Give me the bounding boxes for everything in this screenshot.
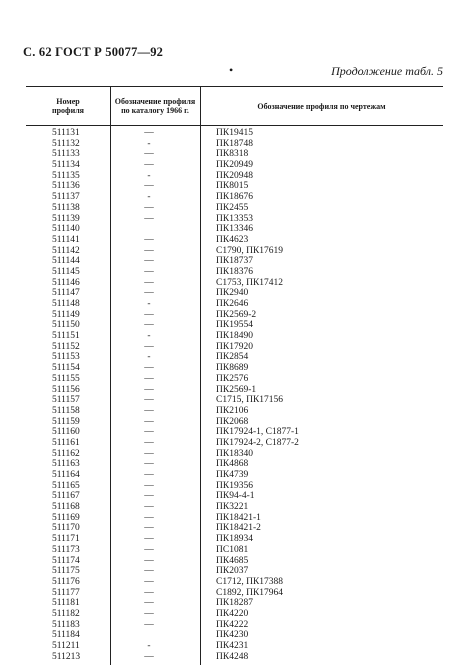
drawing-designation: ПК18376 bbox=[216, 266, 253, 277]
drawing-designation: ПК13346 bbox=[216, 224, 253, 235]
catalog-designation: — bbox=[144, 459, 154, 470]
table-header bbox=[26, 86, 443, 126]
catalog-designation: — bbox=[144, 619, 154, 630]
drawing-designation: ПК2576 bbox=[216, 373, 249, 384]
catalog-designation: — bbox=[144, 651, 154, 662]
bullet-mark: • bbox=[229, 63, 234, 77]
table-row bbox=[26, 203, 443, 214]
drawing-designation: ПК19356 bbox=[216, 480, 253, 491]
drawing-designation: ПК20948 bbox=[216, 170, 253, 181]
catalog-designation: — bbox=[144, 405, 154, 416]
drawing-designation: ПК17924-2, С1877-2 bbox=[216, 437, 299, 448]
table-row bbox=[26, 363, 443, 374]
profile-table bbox=[26, 86, 443, 662]
header-profile-number-label: Номер профиля bbox=[51, 97, 85, 115]
profile-number: 511170 bbox=[52, 523, 80, 534]
catalog-designation: — bbox=[144, 245, 154, 256]
drawing-designation: ПК19415 bbox=[216, 128, 253, 138]
catalog-designation: — bbox=[144, 534, 154, 545]
table-row bbox=[26, 320, 443, 331]
table-row bbox=[26, 534, 443, 545]
catalog-designation: — bbox=[144, 437, 154, 448]
profile-number: 511140 bbox=[52, 224, 80, 235]
profile-number: 511159 bbox=[52, 416, 80, 427]
catalog-designation: — bbox=[144, 341, 154, 352]
catalog-designation: — bbox=[144, 480, 154, 491]
table-row bbox=[26, 299, 443, 310]
drawing-designation: ПК18934 bbox=[216, 534, 253, 545]
profile-number: 511213 bbox=[52, 651, 81, 662]
table-row bbox=[26, 310, 443, 321]
profile-number: 511183 bbox=[52, 619, 80, 630]
profile-number: 511182 bbox=[52, 608, 80, 619]
drawing-designation: ПК8689 bbox=[216, 363, 249, 374]
table-row bbox=[26, 256, 443, 267]
drawing-designation: ПК17924-1, С1877-1 bbox=[216, 427, 299, 438]
table-continuation-caption: Продолжение табл. 5 bbox=[331, 64, 443, 78]
table-row bbox=[26, 395, 443, 406]
table-row bbox=[26, 545, 443, 556]
table-row bbox=[26, 641, 443, 652]
catalog-designation: — bbox=[144, 384, 154, 395]
profile-number: 511211 bbox=[52, 641, 80, 651]
table-row bbox=[26, 128, 443, 139]
table-row bbox=[26, 449, 443, 460]
table-row bbox=[26, 491, 443, 502]
profile-number: 511158 bbox=[52, 405, 80, 416]
profile-number: 511164 bbox=[52, 470, 80, 480]
table-row bbox=[26, 427, 443, 438]
table-row bbox=[26, 139, 443, 150]
drawing-designation: ПК4868 bbox=[216, 459, 249, 470]
drawing-designation: ПК18421-2 bbox=[216, 523, 261, 534]
profile-number: 511137 bbox=[52, 192, 80, 203]
table-row bbox=[26, 481, 443, 492]
drawing-designation: ПК8015 bbox=[216, 181, 249, 192]
drawing-designation: ПК4739 bbox=[216, 470, 249, 480]
catalog-designation: — bbox=[144, 213, 154, 224]
catalog-designation: — bbox=[144, 395, 154, 406]
table-row bbox=[26, 609, 443, 620]
catalog-designation: — bbox=[144, 149, 154, 160]
catalog-designation: — bbox=[144, 128, 154, 138]
profile-number: 511168 bbox=[52, 502, 80, 513]
profile-number: 511135 bbox=[52, 170, 80, 181]
catalog-designation: — bbox=[144, 470, 154, 480]
drawing-designation: ПК3221 bbox=[216, 502, 249, 513]
table-row bbox=[26, 588, 443, 599]
drawing-designation: ПК2854 bbox=[216, 352, 249, 363]
profile-number: 511155 bbox=[52, 373, 80, 384]
table-body bbox=[26, 126, 443, 662]
header-catalog-line2: по каталогу 1966 г. bbox=[121, 106, 189, 115]
catalog-designation: — bbox=[144, 416, 154, 427]
table-row bbox=[26, 214, 443, 225]
drawing-designation: ПК2569-2 bbox=[216, 309, 257, 320]
profile-number: 511145 bbox=[52, 266, 80, 277]
table-row bbox=[26, 470, 443, 481]
catalog-designation: — bbox=[144, 427, 154, 438]
catalog-designation: — bbox=[144, 502, 154, 513]
drawing-designation: ПК4220 bbox=[216, 608, 249, 619]
table-row bbox=[26, 556, 443, 567]
profile-number: 511148 bbox=[52, 299, 80, 309]
catalog-designation: — bbox=[144, 373, 154, 384]
catalog-designation: — bbox=[144, 181, 154, 192]
catalog-designation: — bbox=[144, 555, 154, 566]
drawing-designation: ПК2455 bbox=[216, 202, 249, 213]
profile-number: 511149 bbox=[52, 309, 80, 320]
catalog-designation: — bbox=[144, 598, 154, 609]
drawing-designation: ПС1081 bbox=[216, 544, 249, 555]
table-row bbox=[26, 598, 443, 609]
profile-number: 511132 bbox=[52, 138, 80, 149]
table-row bbox=[26, 171, 443, 182]
profile-number: 511154 bbox=[52, 363, 80, 374]
profile-number: 511146 bbox=[52, 277, 80, 288]
drawing-designation: ПК18676 bbox=[216, 192, 253, 203]
table-row bbox=[26, 149, 443, 160]
table-row bbox=[26, 235, 443, 246]
catalog-designation: — bbox=[144, 587, 154, 598]
profile-number: 511181 bbox=[52, 598, 80, 609]
catalog-designation: — bbox=[144, 523, 154, 534]
drawing-designation: С1790, ПК17619 bbox=[216, 245, 284, 256]
table-row bbox=[26, 406, 443, 417]
catalog-designation: - bbox=[147, 352, 151, 363]
drawing-designation: ПК18340 bbox=[216, 448, 253, 459]
profile-number: 511161 bbox=[52, 437, 80, 448]
drawing-designation: ПК4231 bbox=[216, 641, 249, 651]
catalog-designation: — bbox=[144, 256, 154, 267]
drawing-designation: ПК2646 bbox=[216, 299, 249, 309]
table-row bbox=[26, 620, 443, 631]
profile-number: 511167 bbox=[52, 491, 80, 502]
profile-number: 511176 bbox=[52, 576, 80, 587]
table-row bbox=[26, 267, 443, 278]
drawing-designation: ПК4623 bbox=[216, 234, 249, 245]
table-row bbox=[26, 224, 443, 235]
drawing-designation: С1753, ПК17412 bbox=[216, 277, 284, 288]
table-row bbox=[26, 385, 443, 396]
catalog-designation: - bbox=[147, 170, 151, 181]
drawing-designation: ПК4222 bbox=[216, 619, 249, 630]
profile-number: 511134 bbox=[52, 160, 80, 171]
catalog-designation: — bbox=[144, 160, 154, 171]
catalog-designation: — bbox=[144, 544, 154, 555]
catalog-designation: — bbox=[144, 608, 154, 619]
catalog-designation: — bbox=[144, 566, 154, 577]
profile-number: 511173 bbox=[52, 544, 80, 555]
profile-number: 511163 bbox=[52, 459, 80, 470]
table-row bbox=[26, 577, 443, 588]
profile-number: 511165 bbox=[52, 480, 80, 491]
profile-number: 511133 bbox=[52, 149, 80, 160]
drawing-designation: ПК2037 bbox=[216, 566, 249, 577]
table-row bbox=[26, 523, 443, 534]
table-row bbox=[26, 502, 443, 513]
catalog-designation: — bbox=[144, 576, 154, 587]
drawing-designation: ПК18748 bbox=[216, 138, 253, 149]
catalog-designation: - bbox=[147, 138, 151, 149]
table-row bbox=[26, 192, 443, 203]
profile-number: 511150 bbox=[52, 320, 80, 331]
catalog-designation: - bbox=[147, 299, 151, 309]
profile-number: 511169 bbox=[52, 512, 80, 523]
drawing-designation: ПК2068 bbox=[216, 416, 249, 427]
table-row bbox=[26, 160, 443, 171]
catalog-designation: — bbox=[144, 363, 154, 374]
profile-number: 511174 bbox=[52, 555, 80, 566]
drawing-designation: С1892, ПК17964 bbox=[216, 587, 284, 598]
table-row bbox=[26, 278, 443, 289]
profile-number: 511152 bbox=[52, 341, 80, 352]
drawing-designation: ПК4230 bbox=[216, 630, 249, 641]
table-row bbox=[26, 288, 443, 299]
header-catalog-line1: Обозначение профиля bbox=[114, 97, 196, 106]
drawing-designation: ПК94-4-1 bbox=[216, 491, 255, 502]
drawing-designation: ПК4685 bbox=[216, 555, 249, 566]
catalog-designation: - bbox=[147, 641, 151, 651]
catalog-designation: — bbox=[144, 309, 154, 320]
profile-number: 511142 bbox=[52, 245, 80, 256]
drawing-designation: ПК18490 bbox=[216, 331, 253, 342]
table-row bbox=[26, 374, 443, 385]
profile-number: 511141 bbox=[52, 234, 80, 245]
drawing-designation: С1715, ПК17156 bbox=[216, 395, 284, 406]
header-drawing-label: Обозначение профиля по чертежам bbox=[257, 101, 386, 111]
profile-number: 511184 bbox=[52, 630, 80, 641]
table-row bbox=[26, 331, 443, 342]
profile-number: 511139 bbox=[52, 213, 80, 224]
table-row bbox=[26, 438, 443, 449]
profile-number: 511151 bbox=[52, 331, 80, 342]
drawing-designation: С1712, ПК17388 bbox=[216, 576, 284, 587]
header-catalog-designation bbox=[110, 87, 201, 125]
table-row bbox=[26, 513, 443, 524]
profile-number: 511153 bbox=[52, 352, 80, 363]
catalog-designation: - bbox=[147, 331, 151, 342]
table-row bbox=[26, 246, 443, 257]
drawing-designation: ПК18421-1 bbox=[216, 512, 261, 523]
table-row bbox=[26, 181, 443, 192]
profile-number: 511131 bbox=[52, 128, 80, 138]
profile-number: 511136 bbox=[52, 181, 80, 192]
profile-number: 511177 bbox=[52, 587, 80, 598]
catalog-designation: — bbox=[144, 491, 154, 502]
drawing-designation: ПК13353 bbox=[216, 213, 253, 224]
header-profile-number bbox=[26, 87, 111, 125]
drawing-designation: ПК18287 bbox=[216, 598, 253, 609]
catalog-designation: — bbox=[144, 320, 154, 331]
drawing-designation: ПК2569-1 bbox=[216, 384, 257, 395]
catalog-designation: - bbox=[147, 192, 151, 203]
profile-number: 511162 bbox=[52, 448, 80, 459]
drawing-designation: ПК2940 bbox=[216, 288, 249, 299]
profile-number: 511157 bbox=[52, 395, 80, 406]
profile-number: 511175 bbox=[52, 566, 80, 577]
drawing-designation: ПК4248 bbox=[216, 651, 249, 662]
table-row bbox=[26, 417, 443, 428]
drawing-designation: ПК17920 bbox=[216, 341, 253, 352]
catalog-designation: — bbox=[144, 277, 154, 288]
profile-number: 511156 bbox=[52, 384, 80, 395]
header-drawing-designation bbox=[200, 87, 443, 125]
table-row bbox=[26, 342, 443, 353]
catalog-designation: — bbox=[144, 288, 154, 299]
profile-number: 511160 bbox=[52, 427, 80, 438]
page-header: С. 62 ГОСТ Р 50077—92 bbox=[23, 45, 164, 59]
catalog-designation: — bbox=[144, 512, 154, 523]
profile-number: 511144 bbox=[52, 256, 80, 267]
table-row bbox=[26, 566, 443, 577]
table-row bbox=[26, 352, 443, 363]
drawing-designation: ПК20949 bbox=[216, 160, 253, 171]
table-row bbox=[26, 630, 443, 641]
catalog-designation: — bbox=[144, 234, 154, 245]
drawing-designation: ПК2106 bbox=[216, 405, 249, 416]
profile-number: 511138 bbox=[52, 202, 80, 213]
drawing-designation: ПК8318 bbox=[216, 149, 249, 160]
drawing-designation: ПК19554 bbox=[216, 320, 253, 331]
catalog-designation: — bbox=[144, 266, 154, 277]
table-row bbox=[26, 459, 443, 470]
profile-number: 511171 bbox=[52, 534, 80, 545]
drawing-designation: ПК18737 bbox=[216, 256, 253, 267]
catalog-designation: — bbox=[144, 448, 154, 459]
profile-number: 511147 bbox=[52, 288, 80, 299]
catalog-designation: — bbox=[144, 202, 154, 213]
